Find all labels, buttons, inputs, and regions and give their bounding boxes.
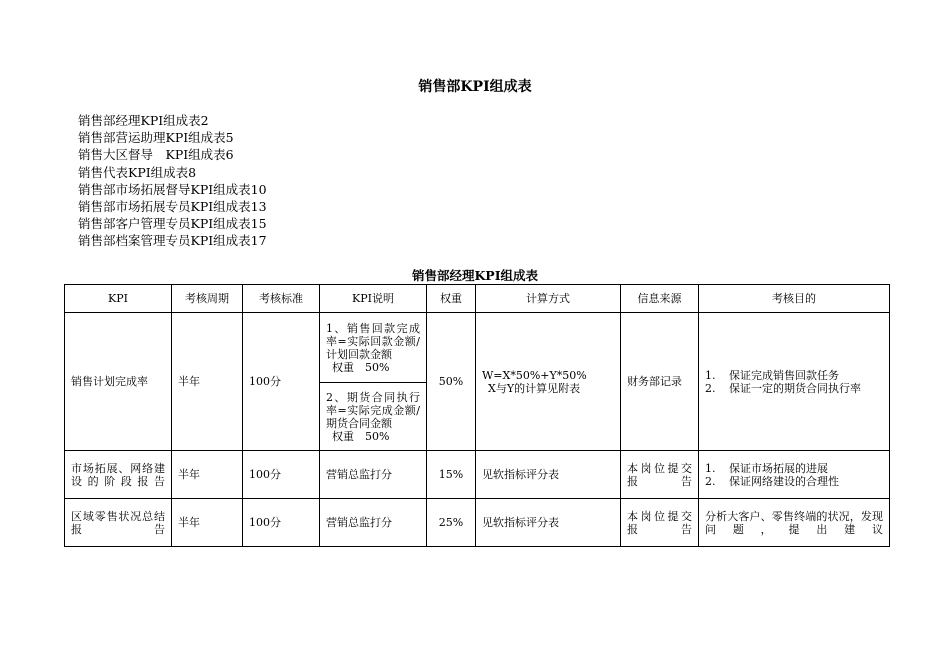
header-description: KPI说明	[320, 285, 427, 313]
list-item: 2. 保证网络建设的合理性	[705, 474, 839, 488]
goal-cell	[699, 451, 890, 499]
description-weight: 权重 50%	[332, 429, 390, 443]
source-cell: 本岗位提交报告	[621, 451, 699, 499]
weight-cell: 25%	[427, 499, 476, 547]
description-weight: 权重 50%	[332, 360, 390, 374]
toc-item[interactable]: 销售部营运助理KPI组成表5	[78, 130, 234, 146]
toc-item[interactable]: 销售部市场拓展督导KPI组成表10	[78, 181, 267, 197]
toc-item[interactable]: 销售部客户管理专员KPI组成表15	[78, 216, 267, 232]
header-standard: 考核标准	[243, 285, 320, 313]
header-period: 考核周期	[172, 285, 243, 313]
header-calculation: 计算方式	[476, 285, 621, 313]
source-cell: 本岗位提交报告	[621, 499, 699, 547]
description-cell	[320, 383, 427, 451]
goal-cell: 分析大客户、零售终端的状况，发现问题，提出建议	[699, 499, 890, 547]
header-weight: 权重	[427, 285, 476, 313]
toc-item[interactable]: 销售部市场拓展专员KPI组成表13	[78, 199, 267, 215]
calculation-formula: W=X*50%+Y*50%	[482, 368, 587, 382]
period-cell: 半年	[172, 499, 243, 547]
header-goal: 考核目的	[699, 285, 890, 313]
kpi-table	[64, 284, 890, 547]
goal-list	[705, 462, 883, 488]
header-source: 信息来源	[621, 285, 699, 313]
document-title: 销售部KPI组成表	[418, 79, 532, 95]
description-cell: 营销总监打分	[320, 451, 427, 499]
header-kpi: KPI	[65, 285, 172, 313]
description-cell: 营销总监打分	[320, 499, 427, 547]
standard-cell: 100分	[243, 313, 320, 451]
toc-item[interactable]: 销售大区督导 KPI组成表6	[78, 147, 234, 163]
weight-cell: 50%	[427, 313, 476, 451]
list-item: 1. 保证完成销售回款任务	[705, 368, 839, 382]
description-cell	[320, 313, 427, 383]
weight-cell: 15%	[427, 451, 476, 499]
list-item: 2. 保证一定的期货合同执行率	[705, 381, 861, 395]
standard-cell: 100分	[243, 499, 320, 547]
toc-item[interactable]: 销售部经理KPI组成表2	[78, 113, 209, 128]
calculation-cell: 见软指标评分表	[476, 451, 621, 499]
source-cell: 财务部记录	[621, 313, 699, 451]
period-cell: 半年	[172, 313, 243, 451]
table-header-row	[65, 285, 890, 313]
toc-item[interactable]: 销售部档案管理专员KPI组成表17	[78, 233, 267, 249]
description-text: 1、销售回款完成率=实际回款金额/计划回款金额	[326, 321, 420, 361]
list-item: 1. 保证市场拓展的进展	[705, 461, 828, 475]
table-row	[65, 313, 890, 383]
table-of-contents	[78, 112, 267, 250]
kpi-cell: 市场拓展、网络建设的阶段报告	[65, 451, 172, 499]
period-cell: 半年	[172, 451, 243, 499]
calculation-cell	[476, 313, 621, 451]
kpi-cell: 区域零售状况总结报告	[65, 499, 172, 547]
table-row	[65, 499, 890, 547]
calculation-note: X与Y的计算见附表	[488, 381, 581, 395]
table-title: 销售部经理KPI组成表	[411, 268, 539, 283]
standard-cell: 100分	[243, 451, 320, 499]
goal-cell	[699, 313, 890, 451]
calculation-cell: 见软指标评分表	[476, 499, 621, 547]
toc-item[interactable]: 销售代表KPI组成表8	[78, 164, 197, 180]
kpi-cell: 销售计划完成率	[65, 313, 172, 451]
table-row	[65, 451, 890, 499]
goal-list	[705, 369, 883, 395]
description-text: 2、期货合同执行率=实际完成金额/期货合同金额	[326, 390, 420, 430]
